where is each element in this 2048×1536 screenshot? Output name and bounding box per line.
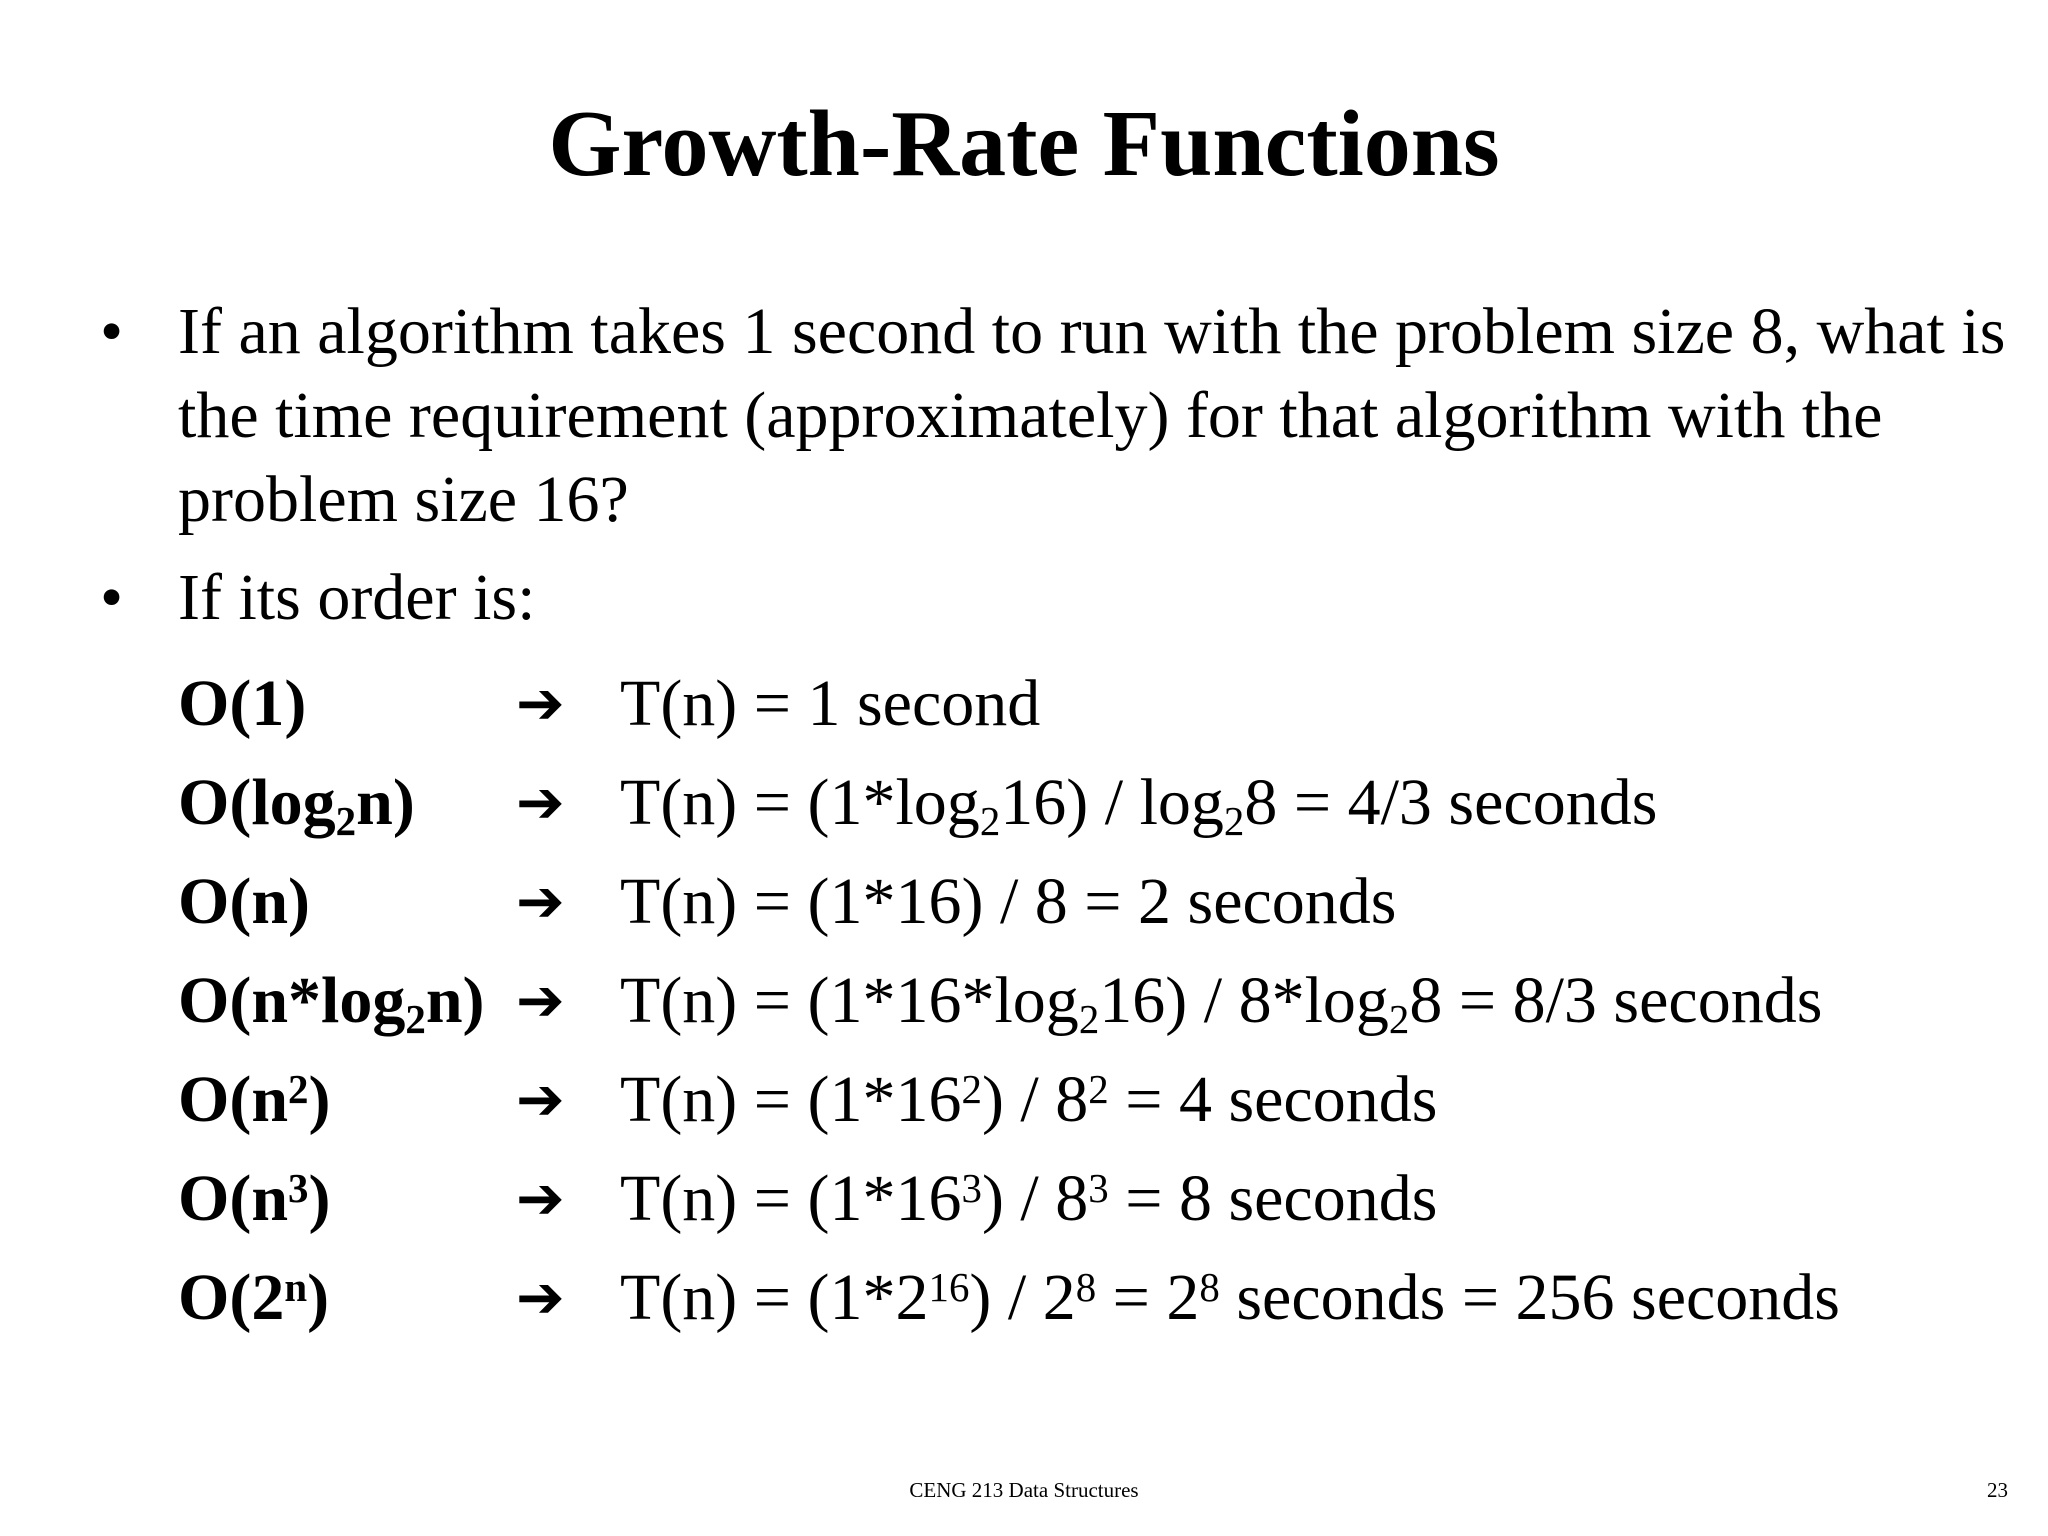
order-row-cubic <box>178 1149 2028 1248</box>
order-label: O(2$^n$) <box>178 1261 330 1334</box>
order-formula: T(n) = 1 second <box>620 667 1041 740</box>
page-number: 23 <box>1987 1478 2008 1502</box>
order-row-linear <box>178 852 2028 951</box>
order-label: O(1) <box>178 667 307 740</box>
order-row-exponential <box>178 1248 2028 1347</box>
order-formula: $T(n) = (1*\log_216) / \log_28 = 4/3$ seconds <box>620 766 1658 845</box>
bullet-marker: • <box>100 295 124 368</box>
order-row-quadratic <box>178 1050 2028 1149</box>
bullet-order-intro-text: If its order is: <box>178 561 536 634</box>
right-arrow-icon: ➔ <box>516 669 565 737</box>
slide-footer: CENG 213 Data Structures <box>909 1478 1139 1502</box>
order-label: $O(\log_2n)$ <box>178 766 415 845</box>
right-arrow-icon: ➔ <box>516 1065 565 1133</box>
right-arrow-icon: ➔ <box>516 966 565 1034</box>
order-label: O(n) <box>178 865 310 938</box>
bullet-question-text: If an algorithm takes 1 second to run with the problem size 8, what is the time requirement (approximately) for that algorithm with the problem size 16? <box>178 295 2006 536</box>
right-arrow-icon: ➔ <box>516 1164 565 1232</box>
right-arrow-icon: ➔ <box>516 1263 565 1331</box>
order-label: $O(n^2)$ <box>178 1063 331 1136</box>
order-list <box>178 654 2028 1347</box>
right-arrow-icon: ➔ <box>516 867 565 935</box>
order-formula: $T(n) = (1*16*\log_216) / 8*\log_28 = 8/3$ seconds <box>620 964 1823 1043</box>
order-label: $O(n^3)$ <box>178 1162 331 1235</box>
order-formula: $T(n) = (1*2^{16}) / 2^8 = 2^8$ seconds = 256 seconds <box>620 1261 1840 1334</box>
order-row-logarithmic <box>178 753 2028 852</box>
right-arrow-icon: ➔ <box>516 768 565 836</box>
slide-title: Growth-Rate Functions <box>548 92 1500 196</box>
order-formula: $T(n) = (1*16^2) / 8^2 = 4$ seconds <box>620 1063 1438 1136</box>
order-row-linearithmic <box>178 951 2028 1050</box>
order-label: $O(n*\log_2n)$ <box>178 964 485 1043</box>
order-formula: $T(n) = (1*16^3) / 8^3 = 8$ seconds <box>620 1162 1438 1235</box>
order-formula: T(n) = (1*16) / 8 = 2 seconds <box>620 865 1397 938</box>
bullet-marker: • <box>100 561 124 634</box>
order-row-constant <box>178 654 2028 753</box>
